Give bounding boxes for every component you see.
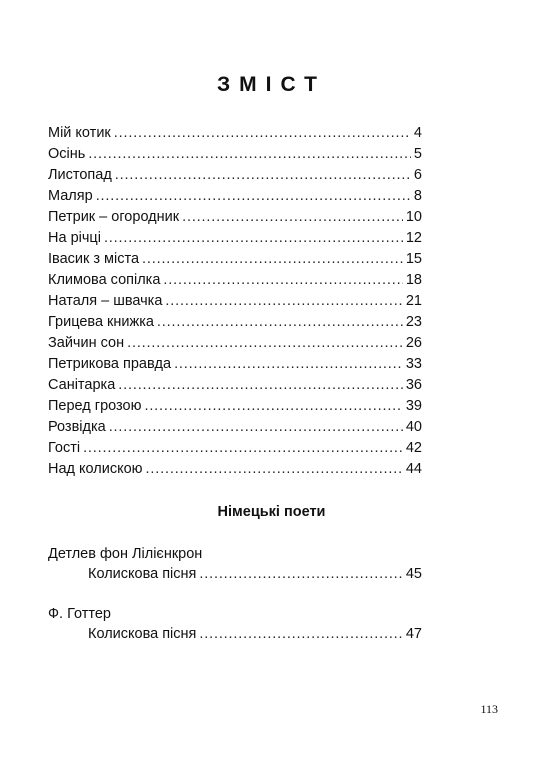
toc-entry-title: Розвідка	[48, 419, 106, 435]
dot-leader	[157, 312, 403, 332]
toc-entry	[48, 186, 422, 206]
toc-entry	[48, 459, 422, 479]
dot-leader	[115, 165, 411, 185]
toc-entry-page: 21	[405, 293, 422, 309]
toc-entry	[48, 312, 422, 332]
toc-entry-title: Петрикова правда	[48, 356, 172, 372]
dot-leader	[199, 624, 402, 644]
dot-leader	[163, 270, 402, 290]
toc-entry	[88, 624, 422, 644]
toc-entry-title: Перед грозою	[48, 398, 142, 414]
toc-entry-page: 45	[405, 566, 422, 582]
dot-leader	[165, 291, 402, 311]
toc-entry	[48, 375, 422, 395]
toc-entry-title: Листопад	[48, 167, 112, 183]
toc-entry-title: Гості	[48, 440, 81, 456]
toc-entry-title: Наталя – швачка	[48, 293, 163, 309]
dot-leader	[114, 123, 411, 143]
toc-entry-page: 18	[405, 272, 422, 288]
toc-entry-page: 26	[405, 335, 422, 351]
toc-entry	[48, 165, 422, 185]
dot-leader	[83, 438, 403, 458]
toc-entry-title: Грицева книжка	[48, 314, 154, 330]
toc-entry-page: 42	[405, 440, 422, 456]
toc-entry-title: Зайчин сон	[48, 335, 125, 351]
toc-entry	[48, 333, 422, 353]
toc-entry-page: 33	[405, 356, 422, 372]
section-heading: Німецькі поети	[217, 504, 326, 520]
toc-entry	[48, 207, 422, 227]
toc-entry-page: 39	[405, 398, 422, 414]
toc-entry	[48, 438, 422, 458]
dot-leader	[109, 417, 403, 437]
toc-entry	[48, 249, 422, 269]
toc-entry-title: Климова сопілка	[48, 272, 161, 288]
toc-entry	[48, 396, 422, 416]
dot-leader	[146, 459, 403, 479]
dot-leader	[127, 333, 403, 353]
toc-entry-title: На річці	[48, 230, 101, 246]
toc-entry-title: Осінь	[48, 146, 86, 162]
author-name: Ф. Готтер	[48, 606, 111, 622]
toc-entry-title: Мій котик	[48, 125, 111, 141]
toc-entry-page: 5	[413, 146, 422, 162]
toc-entry-page: 6	[413, 167, 422, 183]
toc-entry	[48, 354, 422, 374]
dot-leader	[199, 564, 402, 584]
toc-entry-title: Маляр	[48, 188, 93, 204]
toc-entry	[48, 270, 422, 290]
dot-leader	[174, 354, 403, 374]
toc-entry-page: 44	[405, 461, 422, 477]
toc-entry-title: Петрик – огородник	[48, 209, 180, 225]
page-title: ЗМІСТ	[217, 73, 326, 96]
toc-entry	[88, 564, 422, 584]
dot-leader	[96, 186, 411, 206]
page-number: 113	[480, 702, 498, 716]
toc-entry	[48, 144, 422, 164]
toc-entry-page: 15	[405, 251, 422, 267]
author-name: Детлев фон Лілієнкрон	[48, 546, 203, 562]
toc-entry	[48, 417, 422, 437]
toc-entry-title: Над колискою	[48, 461, 143, 477]
toc-entry-page: 23	[405, 314, 422, 330]
toc-entry-page: 47	[405, 626, 422, 642]
dot-leader	[144, 396, 402, 416]
dot-leader	[118, 375, 403, 395]
toc-entry-page: 12	[405, 230, 422, 246]
toc-entry-page: 10	[405, 209, 422, 225]
dot-leader	[182, 207, 403, 227]
toc-entry-title: Колискова пісня	[88, 626, 197, 642]
dot-leader	[142, 249, 403, 269]
toc-entry	[48, 123, 422, 143]
toc-entry-page: 36	[405, 377, 422, 393]
toc-entry-page: 8	[413, 188, 422, 204]
toc-entry-page: 40	[405, 419, 422, 435]
toc-entry-page: 4	[413, 125, 422, 141]
toc-entry-title: Івасик з міста	[48, 251, 140, 267]
toc-entry	[48, 228, 422, 248]
toc-entry-title: Колискова пісня	[88, 566, 197, 582]
toc-entry	[48, 291, 422, 311]
dot-leader	[104, 228, 403, 248]
dot-leader	[88, 144, 411, 164]
toc-entry-title: Санітарка	[48, 377, 116, 393]
